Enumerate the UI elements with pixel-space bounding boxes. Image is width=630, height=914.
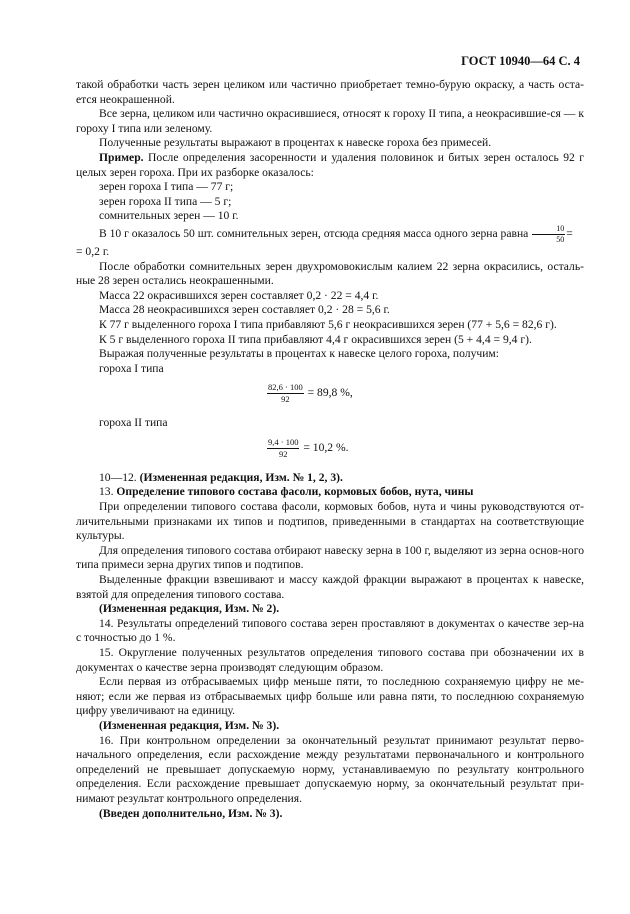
section-14: 14. Результаты определений типового состава зерен проставляют в документах о качестве зер-на с точностью до 1 %. [76, 616, 584, 645]
amendment-note [76, 719, 584, 734]
fraction-denominator: 92 [278, 448, 288, 459]
paragraph: Полученные результаты выражают в процентах к навеске гороха без примесей. [99, 136, 492, 150]
fraction-denominator: 92 [281, 394, 290, 405]
fraction-numerator: 9,4 · 100 [268, 436, 299, 447]
formula-fraction [267, 437, 299, 460]
paragraph: К 77 г выделенного гороха I типа прибавляют 5,6 г неокрасившихся зерен (77 + 5,6 = 82,6 г). [99, 317, 557, 331]
paragraph: Выражая полученные результаты в процентах к навеске целого гороха, получим: [99, 347, 499, 361]
section-16: 16. При контрольном определении за окончательный результат принимают результат перво-начального определения, если расхождение между результатами первоначального и контрольного определений не превышает допускаемую норму, устанавливаемую по результату контрольного определения. Если расхождение превышает допускаемую норму, за окончательный результат при-нимают результат контрольного определения. [76, 733, 584, 805]
formula-label: гороха I типа [99, 361, 164, 375]
inline-fraction [532, 224, 565, 245]
paragraph: = 0,2 г. [76, 244, 110, 258]
section-15: 15. Округление полученных результатов определения типового состава при обозначении их в документах о качестве зерна производят следующим образом. [76, 646, 584, 674]
formula-result: = 89,8 %, [307, 386, 353, 400]
paragraph: Если первая из отбрасываемых цифр меньше пяти, то последнюю сохраняемую цифру не ме-няют; если же первая из отбрасываемых цифр больше или равна пяти, то последнюю сохраняемую цифру увеличивают на единицу. [76, 675, 584, 718]
formula-type2 [266, 437, 584, 465]
paragraph: После обработки сомнительных зерен двухромовокислым калием 22 зерна окрасились, осталь-ные 28 зерен остались неокрашенными. [76, 259, 584, 288]
formula-label: гороха II типа [99, 416, 168, 430]
paragraph: Все зерна, целиком или частично окрасившиеся, относят к гороху II типа, а неокрасившие-ся — к гороху I типа или зеленому. [76, 107, 584, 135]
list-item: зерен гороха II типа — 5 г; [99, 194, 232, 208]
paragraph: Для определения типового состава отбирают навеску зерна в 100 г, выделяют из зерна основ-ного типа примеси зерна других типов и подтипов. [76, 543, 584, 572]
amendment-note [76, 807, 584, 822]
list-item: зерен гороха I типа — 77 г; [99, 180, 234, 194]
example-label: Пример. [99, 150, 144, 164]
section-10-12 [76, 471, 584, 486]
paragraph-with-fraction [76, 224, 584, 245]
section-number: 10—12. [99, 470, 137, 484]
list-item: сомнительных зерен — 10 г. [99, 209, 239, 223]
document-body [76, 78, 584, 821]
section-number: 13. [99, 485, 114, 499]
section-13-heading [76, 485, 584, 500]
paragraph: При определении типового состава фасоли, кормовых бобов, нута и чины руководствуются от-личительными признаками их типов и подтипов, приведенными в стандартах на соответствующие культуры. [76, 500, 584, 543]
section-title: Определение типового состава фасоли, кормовых бобов, нута, чины [116, 485, 474, 499]
paragraph: такой обработки часть зерен целиком или частично приобретает темно-бурую окраску, а часть оста-ется неокрашенной. [76, 78, 584, 106]
fraction-numerator: 82,6 · 100 [268, 382, 303, 393]
paragraph: Масса 28 неокрасившихся зерен составляет 0,2 · 28 = 5,6 г. [99, 303, 390, 317]
amendment-text: (Введен дополнительно, Изм. № 3). [99, 806, 283, 820]
example-paragraph [76, 151, 584, 180]
page-header: ГОСТ 10940—64 С. 4 [461, 54, 580, 68]
amendment-note: (Измененная редакция, Изм. № 1, 2, 3). [139, 470, 343, 484]
equals-sign: = [566, 227, 573, 241]
example-text: После определения засоренности и удаления половинок и битых зерен осталось 92 г целых зерен гороха. При их разборке оказалось: [76, 150, 584, 179]
formula-fraction [267, 382, 304, 405]
amendment-text: (Измененная редакция, Изм. № 3). [99, 718, 280, 732]
formula-type1 [266, 382, 584, 410]
amendment-note [76, 602, 584, 617]
paragraph: Масса 22 окрасившихся зерен составляет 0,2 · 22 = 4,4 г. [99, 288, 379, 302]
fraction-denominator: 50 [556, 234, 565, 244]
paragraph: К 5 г выделенного гороха II типа прибавляют 4,4 г окрасившихся зерен (5 + 4,4 = 9,4 г). [99, 332, 532, 346]
paragraph-text: В 10 г оказалось 50 шт. сомнительных зерен, отсюда средняя масса одного зерна равна [99, 227, 529, 241]
amendment-text: (Измененная редакция, Изм. № 2). [99, 602, 280, 616]
fraction-numerator: 10 [532, 224, 565, 235]
formula-result: = 10,2 %. [303, 441, 349, 455]
paragraph: Выделенные фракции взвешивают и массу каждой фракции выражают в процентах к навеске, взятой для определения типового состава. [76, 573, 584, 601]
